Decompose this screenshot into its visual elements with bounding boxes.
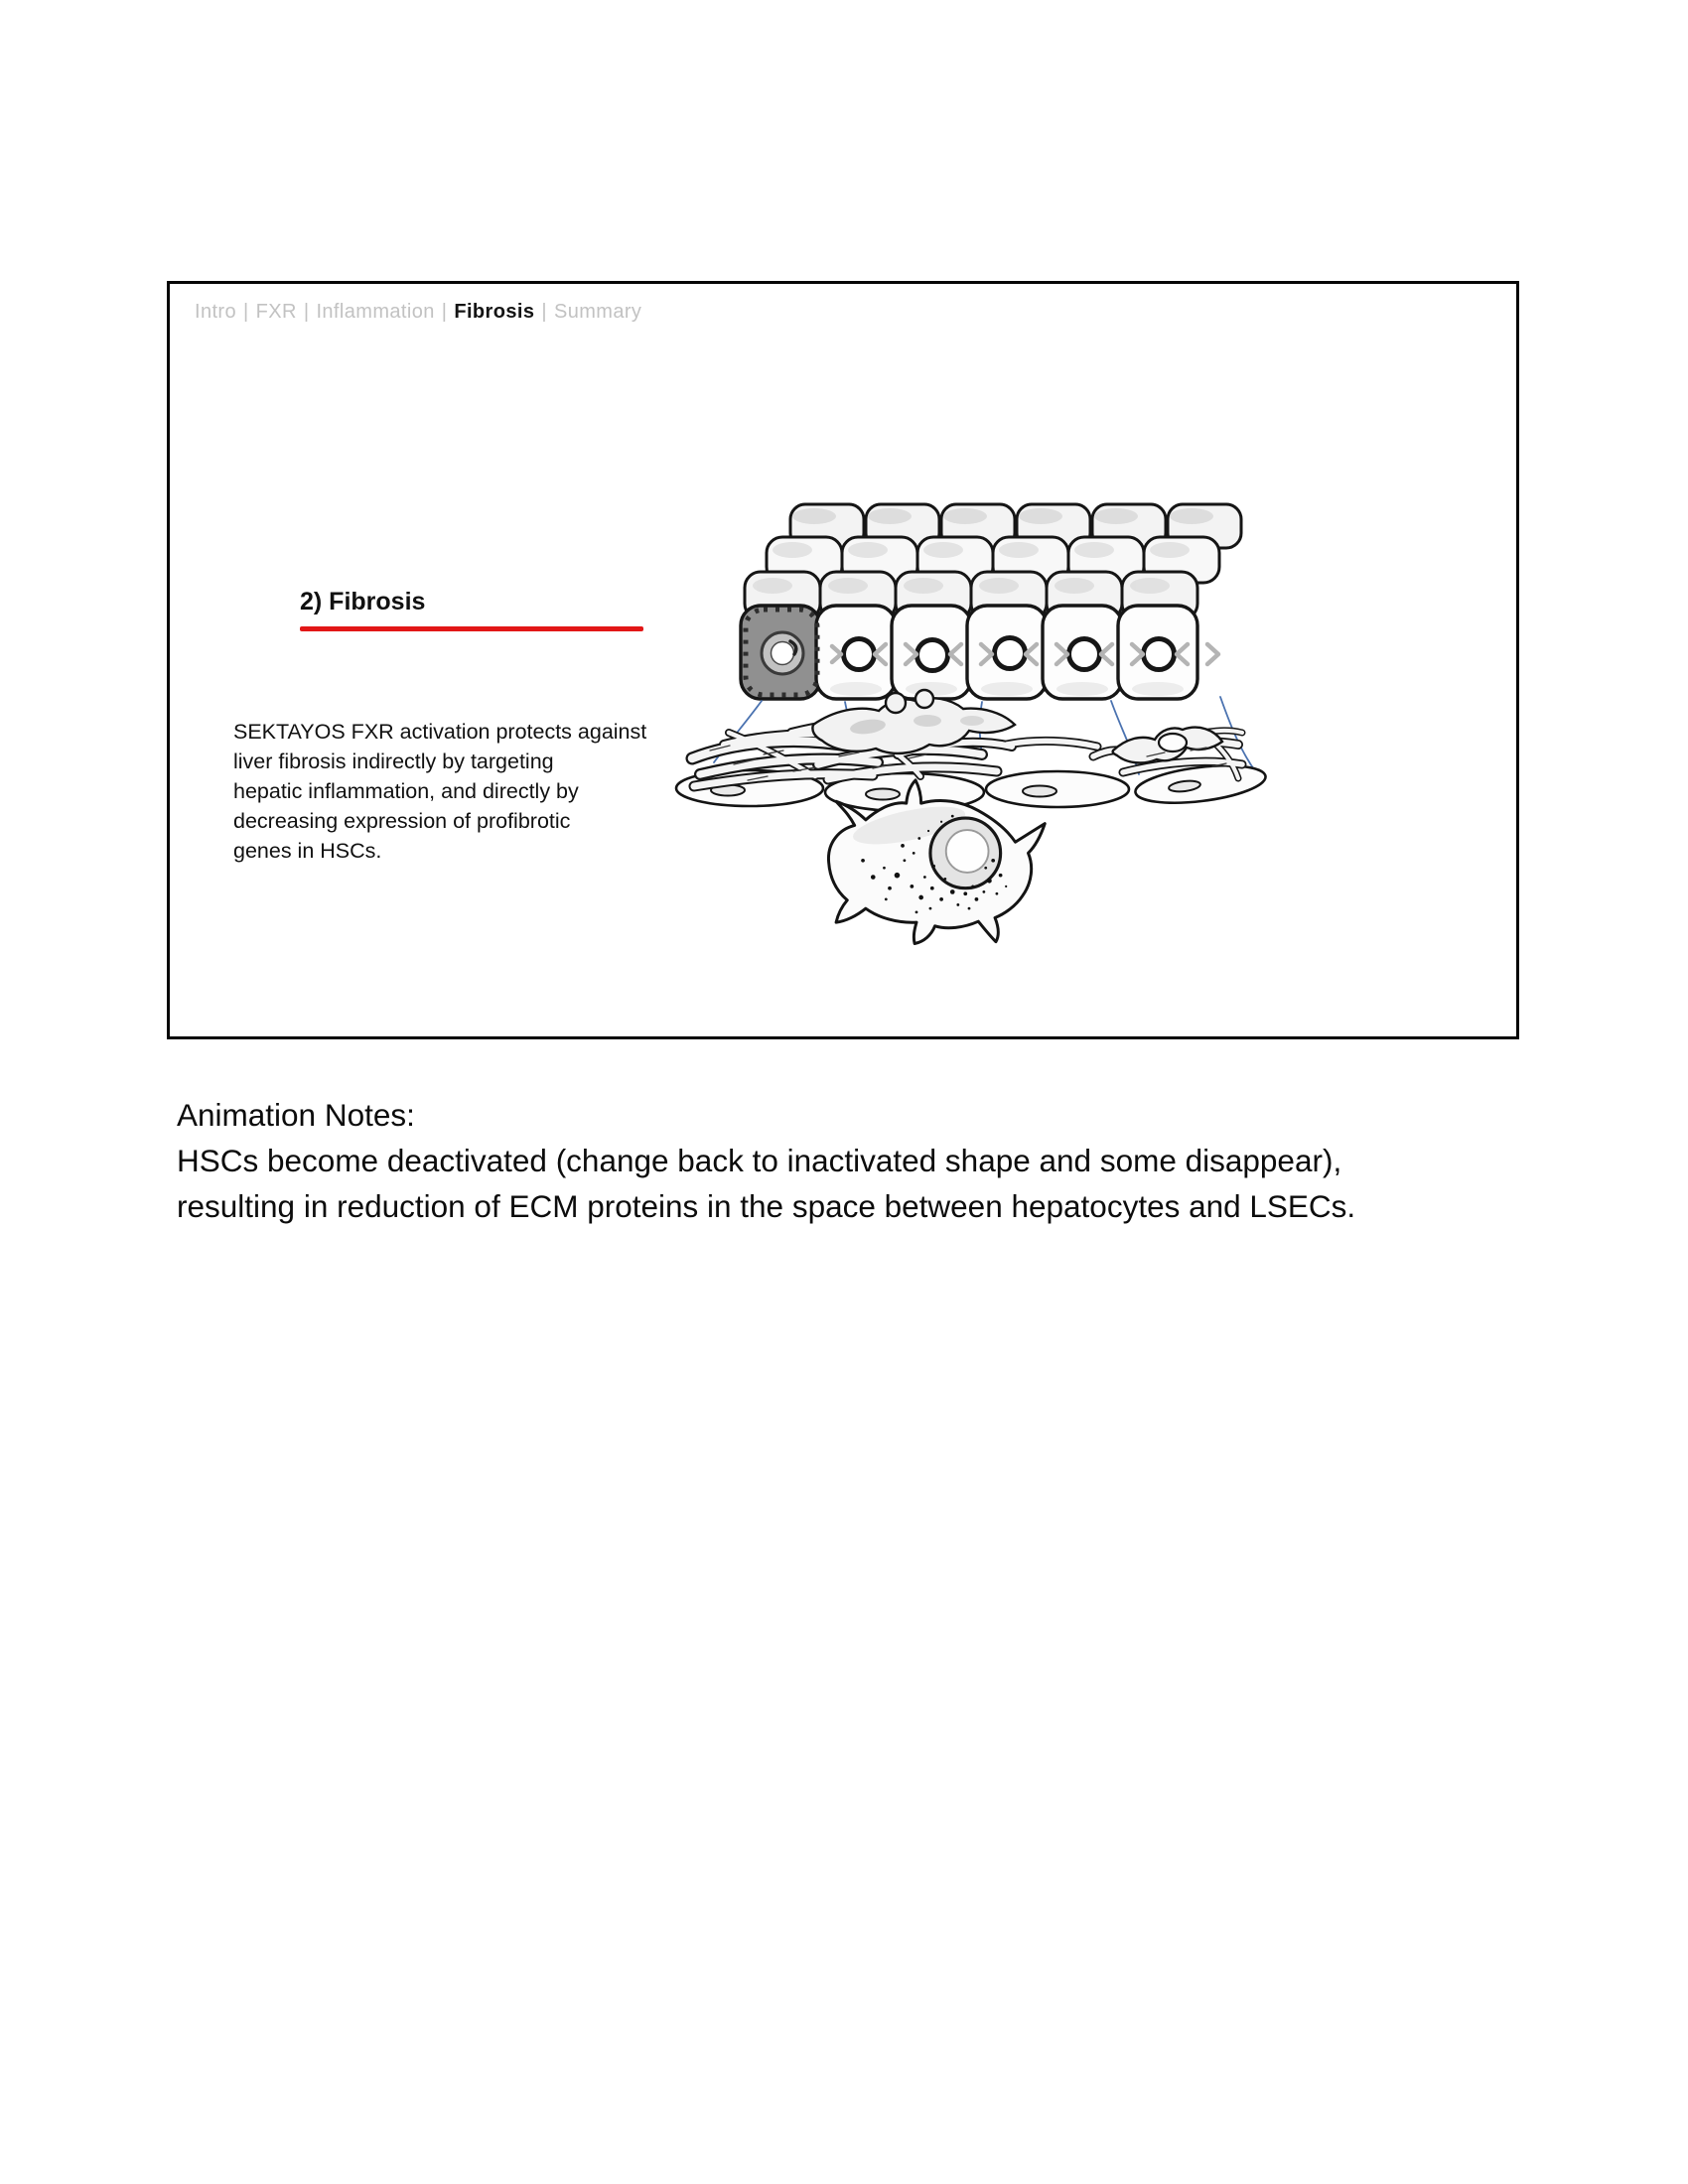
slide-heading: 2) Fibrosis [300, 588, 426, 615]
nav-item-fxr[interactable]: FXR [255, 301, 297, 323]
body-line: liver fibrosis indirectly by targeting [233, 750, 554, 773]
nav-item-summary[interactable]: Summary [553, 301, 642, 323]
animation-notes-title: Animation Notes: [177, 1097, 415, 1133]
body-line: genes in HSCs. [233, 839, 382, 863]
animation-notes [177, 1092, 1355, 1229]
nav-separator: | [441, 301, 448, 323]
body-line: SEKTAYOS FXR activation protects against [233, 720, 647, 744]
slide-body-text [233, 717, 646, 866]
liver-cells-illustration [664, 490, 1292, 959]
animation-notes-line: HSCs become deactivated (change back to inactivated shape and some disappear), [177, 1143, 1342, 1178]
slide-section-nav [195, 301, 641, 324]
heading-underline [300, 626, 643, 631]
body-line: hepatic inflammation, and directly by [233, 779, 579, 803]
nav-item-fibrosis[interactable]: Fibrosis [454, 301, 535, 323]
animation-notes-line: resulting in reduction of ECM proteins in the space between hepatocytes and LSECs. [177, 1188, 1356, 1224]
nav-item-inflammation[interactable]: Inflammation [316, 301, 435, 323]
nav-separator: | [541, 301, 547, 323]
slide-frame [167, 281, 1519, 1039]
nav-separator: | [303, 301, 310, 323]
ecm-fibers-group [692, 690, 1242, 786]
hepatocytes-group [741, 504, 1241, 699]
body-line: decreasing expression of profibrotic [233, 809, 571, 833]
nav-separator: | [243, 301, 249, 323]
nav-item-intro[interactable]: Intro [195, 301, 237, 323]
